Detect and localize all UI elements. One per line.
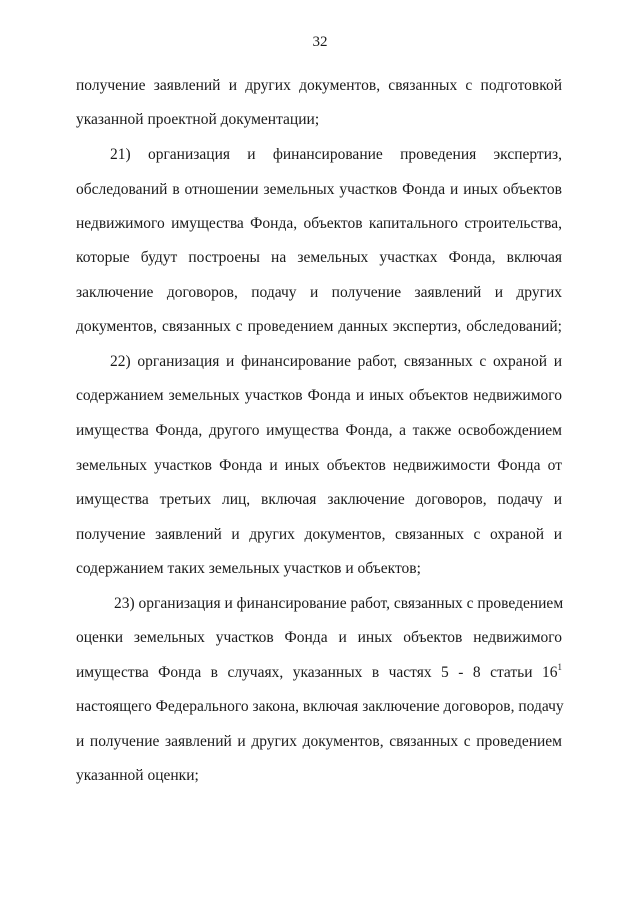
text-line: оценки земельных участков Фонда и иных объектов недвижимого: [76, 629, 562, 646]
text-line: 22) организация и финансирование работ, связанных с охраной и: [110, 353, 562, 370]
text-line: имущества Фонда, другого имущества Фонда, а также освобождением: [76, 422, 562, 439]
text-line: обследований в отношении земельных участков Фонда и иных объектов: [76, 181, 562, 198]
text-line: заключение договоров, подачу и получение заявлений и других: [76, 284, 562, 301]
text-line: и получение заявлений и других документов, связанных с проведением: [76, 733, 562, 750]
text-line: документов, связанных с проведением данных экспертиз, обследований;: [76, 318, 562, 335]
text-line: содержанием таких земельных участков и объектов;: [76, 560, 421, 577]
text-line: земельных участков Фонда и иных объектов недвижимости Фонда от: [76, 457, 562, 474]
text-line: недвижимого имущества Фонда, объектов капитального строительства,: [76, 215, 562, 232]
text-line: 21) организация и финансирование проведения экспертиз,: [110, 146, 562, 163]
text-line-content: имущества Фонда в случаях, указанных в частях 5 - 8 статьи 16: [76, 664, 558, 681]
text-line: которые будут построены на земельных участках Фонда, включая: [76, 249, 562, 266]
text-line: содержанием земельных участков Фонда и иных объектов недвижимого: [76, 387, 562, 404]
text-line: указанной оценки;: [76, 767, 199, 784]
page-number: 32: [312, 34, 328, 50]
text-line: имущества третьих лиц, включая заключение договоров, подачу и: [76, 491, 562, 508]
text-line-with-superscript: [76, 663, 562, 683]
text-line: указанной проектной документации;: [76, 111, 320, 128]
text-line: настоящего Федерального закона, включая заключение договоров, подачу: [76, 698, 564, 715]
text-line: получение заявлений и других документов, связанных с подготовкой: [76, 77, 562, 94]
superscript: 1: [557, 662, 562, 672]
text-line: получение заявлений и других документов, связанных с охраной и: [76, 526, 562, 543]
text-line: 23) организация и финансирование работ, связанных с проведением: [114, 595, 564, 612]
